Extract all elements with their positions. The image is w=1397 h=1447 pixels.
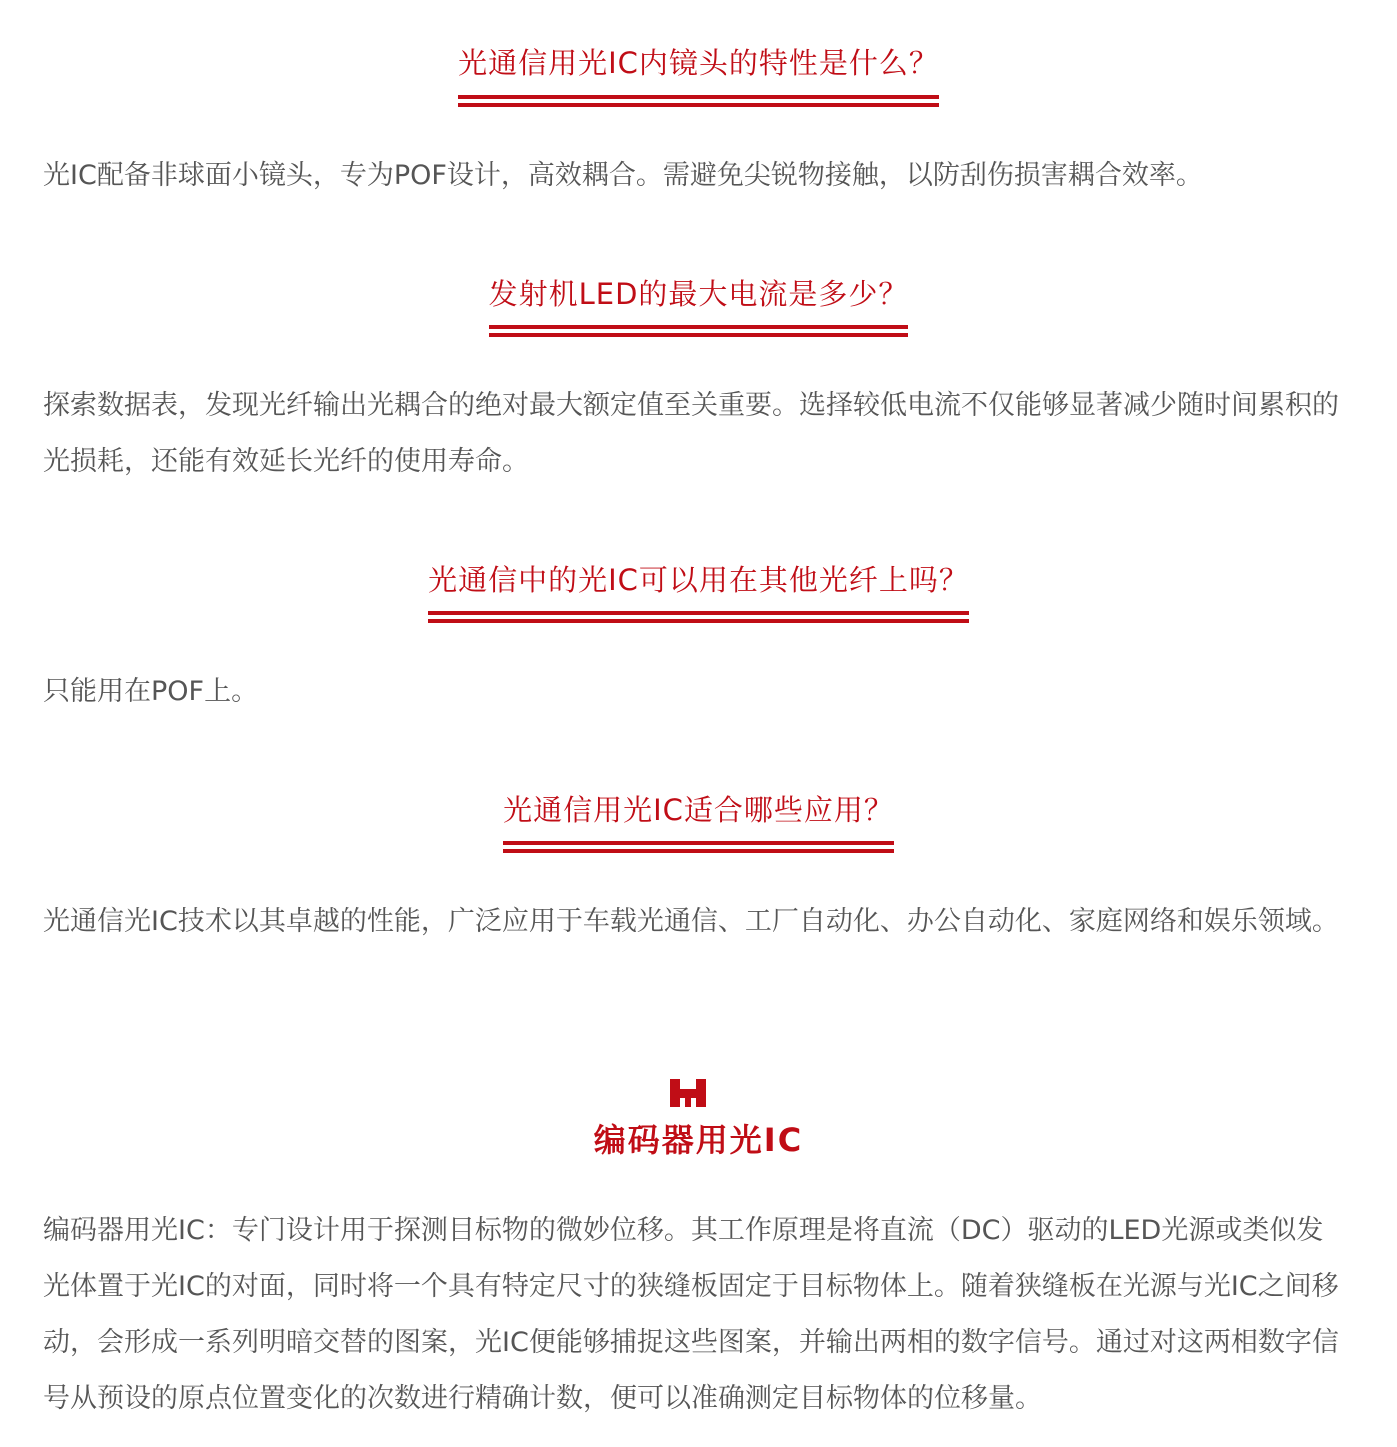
section-body: 编码器用光IC：专门设计用于探测目标物的微妙位移。其工作原理是将直流（DC）驱动的LED光源或类似发光体置于光IC的对面，同时将一个具有特定尺寸的狭缝板固定于目标物体上。随着狭缝板在光源与光IC之间移动，会形成一系列明暗交替的图案，光IC便能够捕捉这些图案，并输出两相的数字信号。通过对这两相数字信号从预设的原点位置变化的次数进行精确计数，便可以准确测定目标物体的位移量。 bbox=[43, 1215, 1339, 1414]
faq-question-2-text: 发射机LED的最大电流是多少？ bbox=[488, 277, 909, 311]
section-title: 编码器用光IC bbox=[593, 1121, 804, 1159]
faq-question-1-text: 光通信用光IC内镜头的特性是什么？ bbox=[458, 46, 939, 80]
faq-answer-2: 探索数据表，发现光纤输出光耦合的绝对最大额定值至关重要。选择较低电流不仅能够显著减少随时间累积的光损耗，还能有效延长光纤的使用寿命。 bbox=[43, 390, 1339, 477]
double-underline-divider bbox=[428, 611, 969, 623]
faq-question-3-text: 光通信中的光IC可以用在其他光纤上吗？ bbox=[428, 563, 969, 597]
faq-question-2 bbox=[0, 274, 1397, 314]
faq-question-1 bbox=[0, 43, 1397, 83]
double-underline-divider bbox=[489, 325, 909, 337]
h-logo-icon bbox=[670, 1079, 706, 1107]
faq-question-4 bbox=[0, 790, 1397, 830]
faq-answer-4: 光通信光IC技术以其卓越的性能，广泛应用于车载光通信、工厂自动化、办公自动化、家庭网络和娱乐领域。 bbox=[43, 906, 1339, 937]
faq-question-3 bbox=[0, 560, 1397, 600]
double-underline-divider bbox=[503, 841, 894, 853]
faq-answer-1: 光IC配备非球面小镜头，专为POF设计，高效耦合。需避免尖锐物接触，以防刮伤损害耦合效率。 bbox=[43, 160, 1203, 191]
faq-question-4-text: 光通信用光IC适合哪些应用？ bbox=[503, 793, 894, 827]
faq-answer-3: 只能用在POF上。 bbox=[43, 676, 259, 707]
double-underline-divider bbox=[458, 95, 939, 107]
